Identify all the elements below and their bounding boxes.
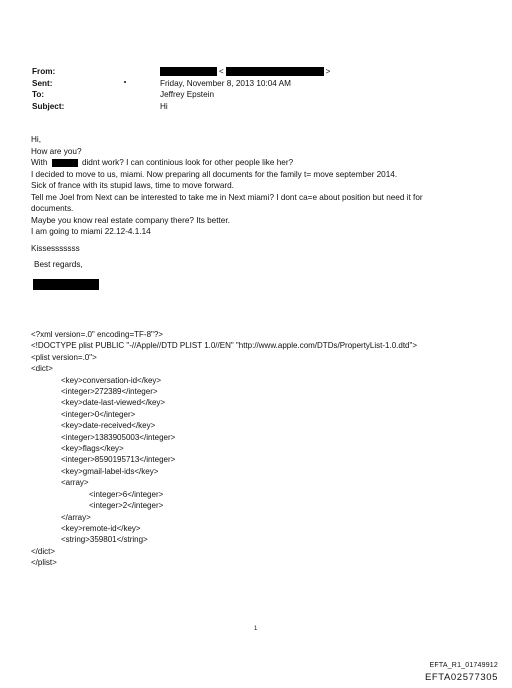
dict-close: </dict>: [31, 546, 56, 556]
body-line-4: Sick of france with its stupid laws, time to move forward.: [31, 181, 234, 190]
subject-label: Subject:: [32, 101, 65, 111]
body-line-1: How are you?: [31, 146, 82, 156]
kisses: Kissesssssss: [31, 243, 80, 253]
plist-line: <integer>2</integer>: [89, 501, 164, 511]
doctype-line: <!DOCTYPE plist PUBLIC "-//Apple//DTD PLIST 1.0//EN" "http://www.apple.com/DTDs/PropertyList-1.0.dtd">: [31, 341, 418, 351]
plist-line: <key>flags</key>: [61, 444, 124, 454]
body-line-3: I decided to move to us, miami. Now preparing all documents for the family t= move september 2014.: [31, 169, 398, 179]
plist-open: <plist version=.0">: [31, 352, 97, 362]
redacted-sender-email: [226, 67, 324, 76]
subject-row: [32, 101, 472, 113]
plist-line: <integer>8590195713</integer>: [61, 455, 176, 465]
from-value: [160, 66, 332, 78]
plist-line: <key>date-received</key>: [61, 421, 156, 431]
page-number: 1: [254, 626, 258, 632]
plist-close: </plist>: [31, 558, 57, 568]
body-line-2: [31, 157, 481, 169]
plist-line: <key>date-last-viewed</key>: [61, 398, 166, 408]
plist-line: <key>gmail-label-ids</key>: [61, 466, 159, 476]
email-header: [32, 66, 472, 112]
plist-line: <array>: [61, 478, 89, 488]
from-gt: >: [325, 67, 331, 76]
bates-stamp-small: EFTA_R1_01749912: [429, 662, 498, 669]
to-row: [32, 89, 472, 101]
sent-row: [32, 78, 472, 90]
dict-open: <dict>: [31, 364, 53, 374]
stray-dot: [124, 81, 126, 83]
sent-value: Friday, November 8, 2013 10:04 AM: [160, 78, 291, 88]
redacted-name-inline: [52, 159, 78, 167]
body-line-2-pre: With: [31, 158, 48, 167]
body-line-7: Maybe you know real estate company there? Its better.: [31, 215, 230, 225]
signoff: Best regards,: [34, 260, 83, 269]
to-value: Jeffrey Epstein: [160, 90, 215, 100]
to-label: To:: [32, 90, 45, 100]
greeting: Hi,: [31, 135, 42, 144]
bates-stamp-large: EFTA02577305: [424, 672, 498, 683]
from-row: [32, 66, 472, 78]
xml-declaration: <?xml version=.0" encoding=TF-8"?>: [31, 330, 163, 339]
plist-block: [31, 329, 491, 569]
from-lt: <: [219, 67, 224, 76]
body-line-6: documents.: [31, 204, 74, 213]
body-line-5: Tell me Joel from Next can be interested to take me in Next miami? I dont ca=e about position but need it for: [31, 192, 423, 202]
body-line-2-post: didnt work? I can continious look for other people like her?: [81, 158, 294, 167]
subject-value: Hi: [160, 101, 168, 111]
body-line-8: I am going to miami 22.12-4.1.14: [31, 227, 151, 236]
redacted-sender-name: [160, 67, 217, 76]
plist-line: <key>conversation-id</key>: [61, 375, 162, 385]
plist-line: <integer>0</integer>: [61, 409, 136, 419]
sent-label: Sent:: [32, 78, 53, 88]
plist-line: <integer>272389</integer>: [61, 387, 158, 397]
plist-line: <integer>6</integer>: [89, 489, 164, 499]
plist-line: <key>remote-id</key>: [61, 523, 141, 533]
from-label: From:: [32, 67, 56, 76]
plist-line: <string>359801</string>: [61, 535, 148, 545]
plist-line: </array>: [61, 512, 91, 522]
plist-line: <integer>1383905003</integer>: [61, 432, 176, 442]
email-body: [31, 134, 481, 290]
redacted-signature: [33, 279, 99, 290]
